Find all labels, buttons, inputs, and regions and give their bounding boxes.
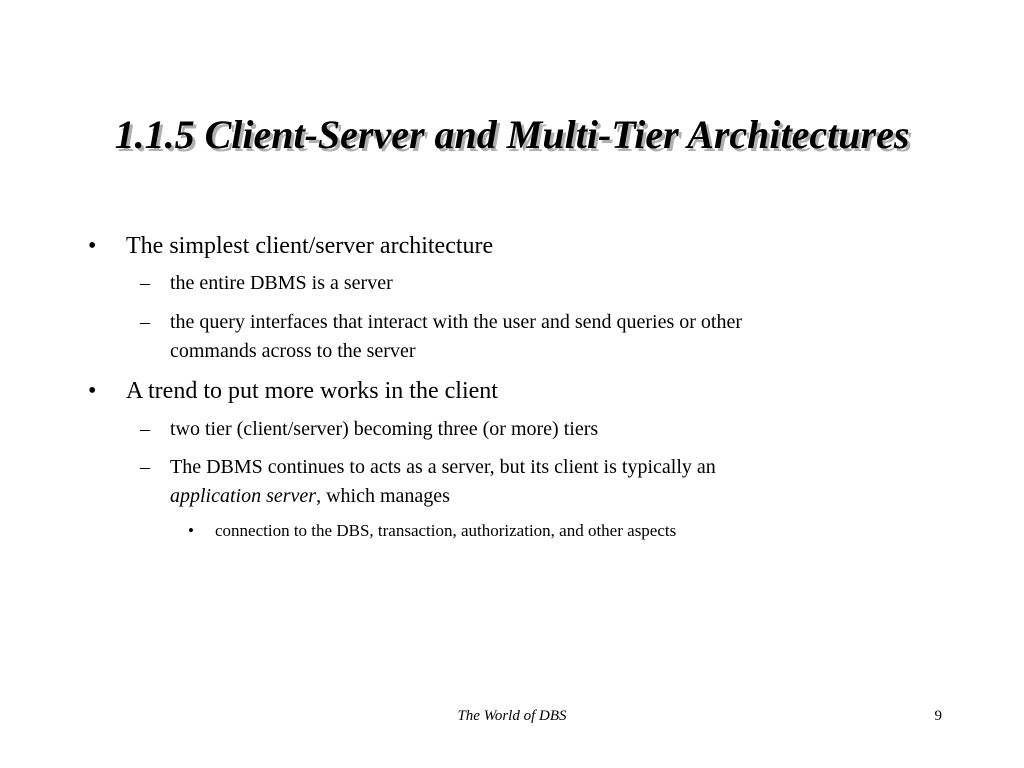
sub-bullet-marker: –: [140, 418, 150, 440]
bullet-marker: •: [88, 378, 97, 404]
bullet-2-sub-2-line-2: [170, 483, 450, 510]
bullet-1-sub-2-line-1: the query interfaces that interact with the user and send queries or other: [170, 311, 743, 333]
bullet-marker: •: [88, 233, 97, 259]
bullet-2-sub-1-text: two tier (client/server) becoming three (or more) tiers: [170, 418, 599, 440]
bullet-1-sub-1-text: the entire DBMS is a server: [170, 272, 393, 294]
sub-bullet-marker: –: [140, 272, 150, 294]
sub-bullet-marker: –: [140, 311, 150, 333]
application-server-term: application server: [170, 485, 317, 507]
bullet-2-sub-2-sub-1-text: connection to the DBS, transaction, authorization, and other aspects: [215, 521, 677, 540]
bullet-2-text: A trend to put more works in the client: [126, 378, 498, 404]
bullet-1-text: The simplest client/server architecture: [126, 233, 494, 259]
footer-title: The World of DBS: [457, 708, 567, 724]
which-manages-text: , which manages: [316, 485, 450, 507]
bullet-1-sub-2-line-2: commands across to the server: [170, 340, 416, 362]
sub-sub-bullet-marker: •: [188, 521, 194, 540]
slide-title: 1.1.5 Client-Server and Multi-Tier Architectures: [114, 112, 910, 157]
bullet-2-sub-2-line-1: The DBMS continues to acts as a server, but its client is typically an: [170, 456, 716, 478]
sub-bullet-marker: –: [140, 456, 150, 478]
page-number: 9: [934, 708, 942, 724]
